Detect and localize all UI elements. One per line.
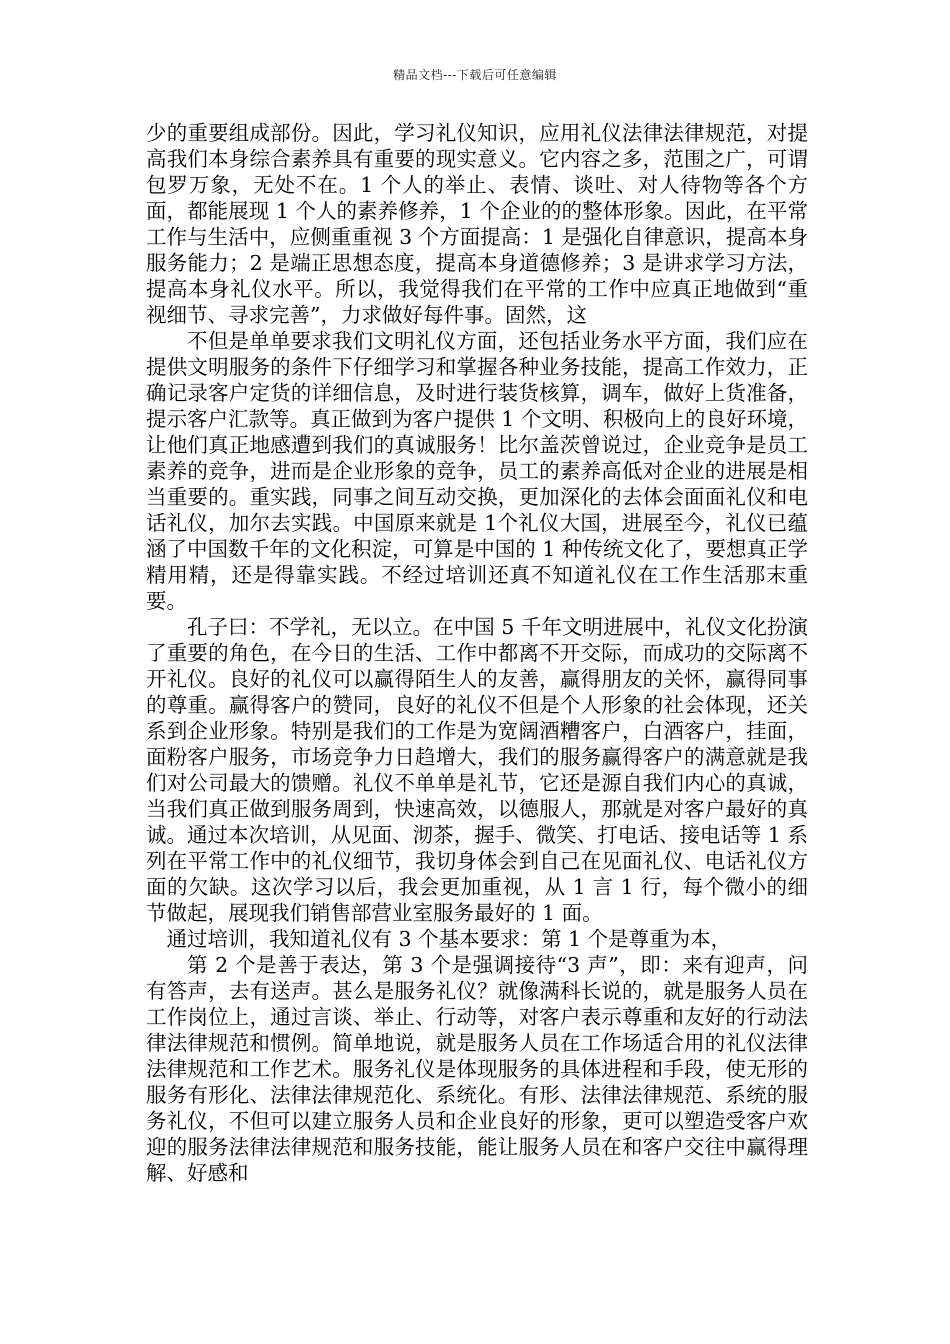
paragraph-1: 少的重要组成部份。因此，学习礼仪知识，应用礼仪法律法律规范，对提高我们本身综合素养具有重要的现实意义。它内容之多，范围之广，可谓包罗万象，无处不在。1 个人的举止、表情、谈吐、对人待物等各个方面，都能展现 1 个人的素养修养，1 个企业的的整体形象。因此，在平常工作与生活中，应侧重重视 3 个方面提高：1 是强化自律意识，提高本身服务能力；2 是端正思想态度，提高本身道德修养；3 是讲求学习方法，提高本身礼仪水平。所以，我觉得我们在平常的工作中应真正地做到“重视细节、寻求完善”，力求做好每件事。固然，这 bbox=[146, 121, 808, 327]
document-body bbox=[146, 120, 808, 1186]
paragraph-5: 第 2 个是善于表达，第 3 个是强调接待“3 声”，即：来有迎声，问有答声，去有送声。甚么是服务礼仪？就像满科长说的，就是服务人员在工作岗位上，通过言谈、举止、行动等，对客户表示尊重和友好的行动法律法律规范和惯例。简单地说，就是服务人员在工作场适合用的礼仪法律法律规范和工作艺术。服务礼仪是体现服务的具体进程和手段，使无形的服务有形化、法律法律规范化、系统化。有形、法律法律规范、系统的服务礼仪，不但可以建立服务人员和企业良好的形象，更可以塑造受客户欢迎的服务法律法律规范和服务技能，能让服务人员在和客户交往中赢得理解、好感和 bbox=[146, 953, 808, 1185]
paragraph-2: 不但是单单要求我们文明礼仪方面，还包括业务水平方面，我们应在提供文明服务的条件下仔细学习和掌握各种业务技能，提高工作效力，正确记录客户定货的详细信息，及时进行装货核算，调车，做好上货准备，提示客户汇款等。真正做到为客户提供 1 个文明、积极向上的良好环境，让他们真正地感遭到我们的真诚服务！比尔盖茨曾说过，企业竞争是员工素养的竞争，进而是企业形象的竞争，员工的素养高低对企业的进展是相当重要的。重实践，同事之间互动交换，更加深化的去体会面面礼仪和电话礼仪，加尔去实践。中国原来就是 1个礼仪大国，进展至今，礼仪已蕴涵了中国数千年的文化积淀，可算是中国的 1 种传统文化了，要想真正学精用精，还是得靠实践。不经过培训还真不知道礼仪在工作生活那末重要。 bbox=[146, 329, 808, 613]
page-header: 精品文档---下载后可任意编辑 bbox=[393, 68, 557, 82]
paragraph-3: 孔子曰：不学礼，无以立。在中国 5 千年文明进展中，礼仪文化扮演了重要的角色，在今日的生活、工作中都离不开交际，而成功的交际离不开礼仪。良好的礼仪可以赢得陌生人的友善，赢得朋友的关怀，赢得同事的尊重。赢得客户的赞同，良好的礼仪不但是个人形象的社会体现，还关系到企业形象。特别是我们的工作是为宽阔酒糟客户，白酒客户，挂面，面粉客户服务，市场竞争力日趋增大，我们的服务赢得客户的满意就是我们对公司最大的馈赠。礼仪不单单是礼节，它还是源自我们内心的真诚，当我们真正做到服务周到，快速高效，以德服人，那就是对客户最好的真诚。通过本次培训，从见面、沏茶，握手、微笑、打电话、接电话等 1 系列在平常工作中的礼仪细节，我切身体会到自己在见面礼仪、电话礼仪方面的欠缺。这次学习以后，我会更加重视，从 1 言 1 行，每个微小的细节做起，展现我们销售部营业室服务最好的 1 面。 bbox=[146, 615, 808, 925]
paragraph-4: 通过培训，我知道礼仪有 3 个基本要求：第 1 个是尊重为本， bbox=[166, 927, 732, 951]
